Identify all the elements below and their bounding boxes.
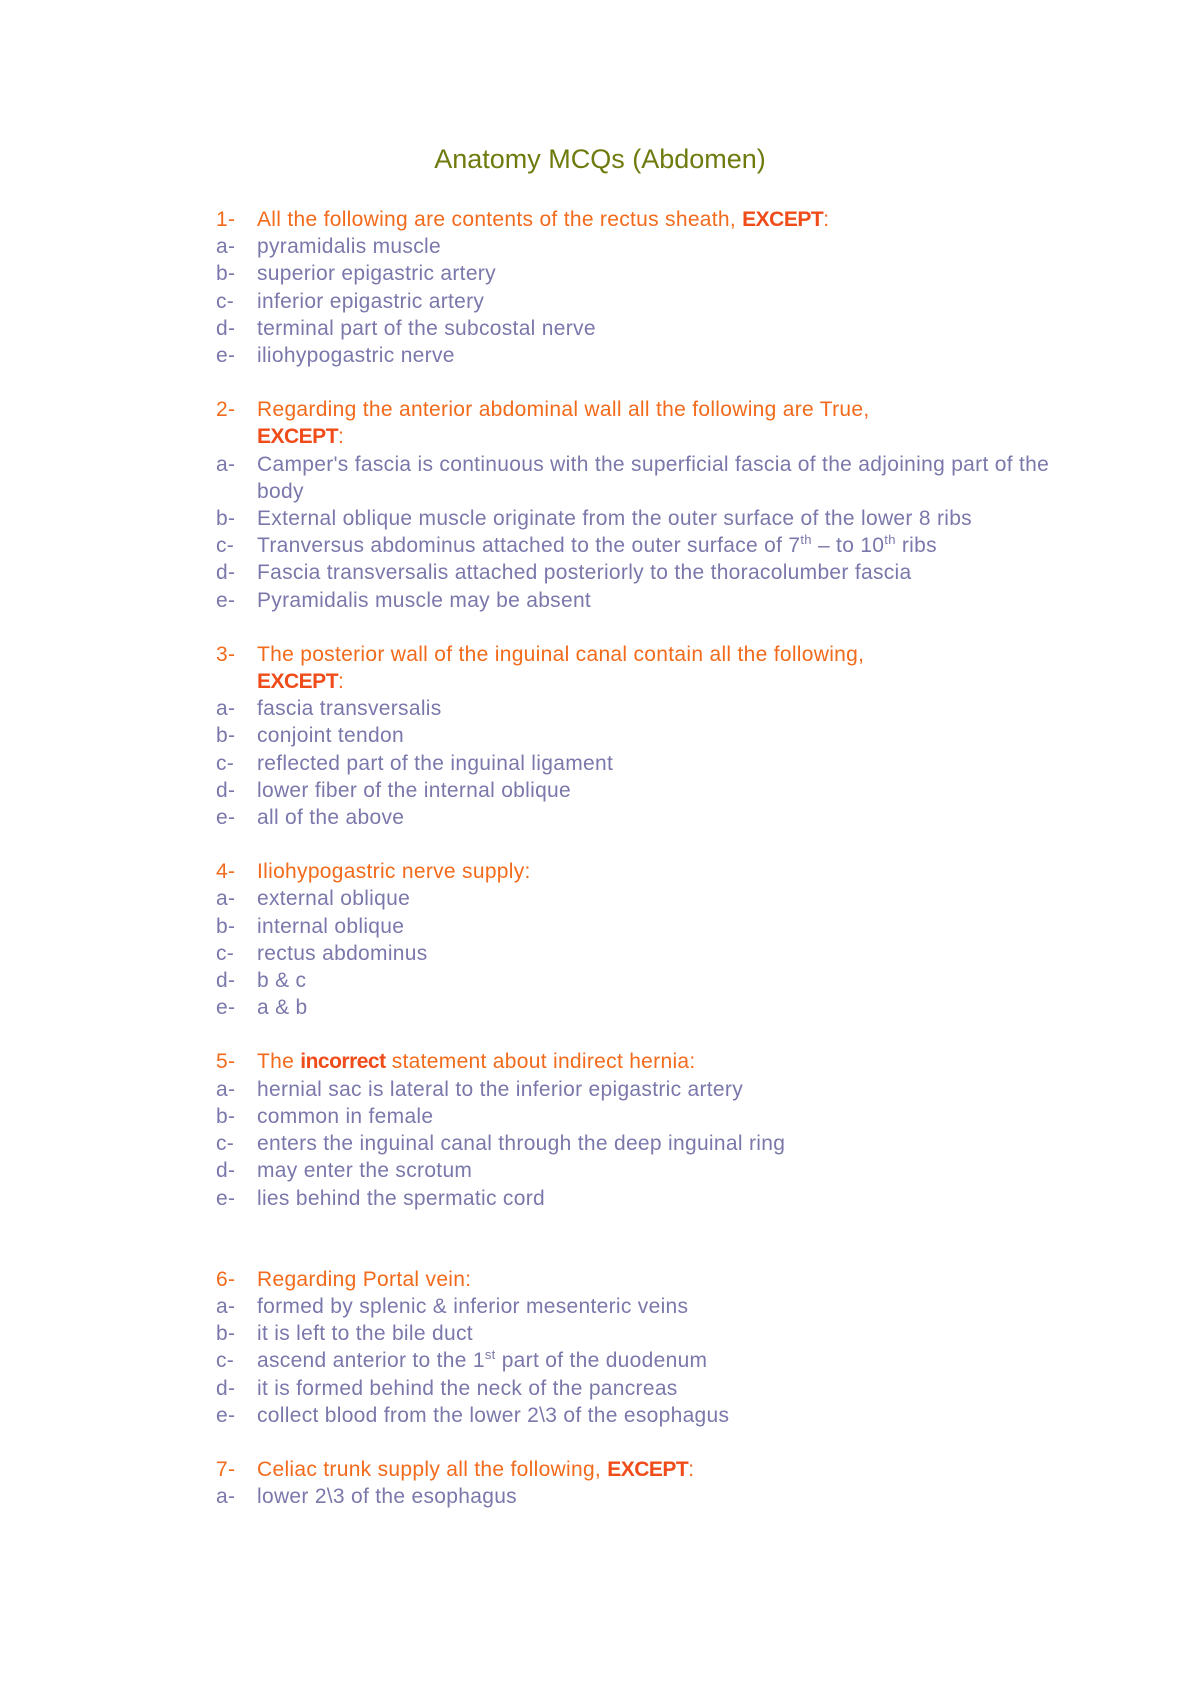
option: d- b & c [216, 969, 307, 993]
question-5 [216, 1048, 1056, 1211]
option: b- it is left to the bile duct [216, 1322, 473, 1346]
option: a- pyramidalis muscle [216, 235, 441, 259]
option: a- formed by splenic & inferior mesenteric veins [216, 1294, 689, 1318]
question-stem: 7- Celiac trunk supply all the following, EXCEPT: [216, 1456, 1056, 1483]
emphasis-text: EXCEPT [607, 1457, 689, 1481]
option: d- may enter the scrotum [216, 1159, 473, 1183]
question-7 [216, 1456, 1056, 1510]
question-3 [216, 641, 1056, 831]
question-stem: 2- Regarding the anterior abdominal wall all the following are True, EXCEPT: [216, 398, 870, 449]
option: e- lies behind the spermatic cord [216, 1186, 545, 1210]
option: b- External oblique muscle originate from the outer surface of the lower 8 ribs [216, 507, 972, 531]
option: c- ascend anterior to the 1st part of the duodenum [216, 1347, 708, 1373]
question-1 [216, 206, 1056, 369]
option: c- inferior epigastric artery [216, 289, 485, 313]
question-4 [216, 858, 1056, 1021]
option: e- iliohypogastric nerve [216, 344, 455, 368]
question-6 [216, 1266, 1056, 1429]
questions-list [216, 206, 1056, 1537]
question-number: 7- [216, 1457, 236, 1481]
option: d- it is formed behind the neck of the pancreas [216, 1376, 678, 1400]
option: e- collect blood from the lower 2\3 of the esophagus [216, 1403, 730, 1427]
option: b- conjoint tendon [216, 724, 404, 748]
option: a- hernial sac is lateral to the inferior epigastric artery [216, 1077, 744, 1101]
question-number: 2- [216, 398, 236, 422]
question-number: 6- [216, 1267, 236, 1291]
option: c- reflected part of the inguinal ligament [216, 751, 614, 775]
question-number: 1- [216, 208, 236, 231]
question-stem: 1- All the following are contents of the rectus sheath, EXCEPT: [216, 206, 1056, 233]
option: a- lower 2\3 of the esophagus [216, 1485, 517, 1509]
question-number: 3- [216, 642, 236, 666]
option: b- superior epigastric artery [216, 262, 496, 286]
option: e- Pyramidalis muscle may be absent [216, 588, 592, 612]
question-stem: 4- Iliohypogastric nerve supply: [216, 858, 1056, 885]
emphasis-text: EXCEPT [257, 670, 339, 694]
option: a- external oblique [216, 887, 411, 911]
question-stem: 6- Regarding Portal vein: [216, 1266, 1056, 1293]
emphasis-text: EXCEPT [257, 425, 339, 449]
option: c- rectus abdominus [216, 941, 428, 965]
question-2 [216, 396, 1056, 614]
option: d- Fascia transversalis attached posteriorly to the thoracolumber fascia [216, 561, 912, 585]
option: b- common in female [216, 1104, 434, 1128]
question-number: 4- [216, 860, 236, 884]
option: e- all of the above [216, 806, 405, 830]
emphasis-text: incorrect [300, 1050, 386, 1074]
option: e- a & b [216, 996, 308, 1020]
option: a- Camper's fascia is continuous with the superficial fascia of the adjoining part of the body [216, 452, 1050, 503]
emphasis-text: EXCEPT [742, 208, 824, 231]
option: a- fascia transversalis [216, 697, 442, 721]
question-number: 5- [216, 1050, 236, 1074]
option: d- terminal part of the subcostal nerve [216, 316, 596, 340]
option: d- lower fiber of the internal oblique [216, 778, 572, 802]
question-stem: 5- The incorrect statement about indirect hernia: [216, 1048, 1056, 1075]
option: c- Tranversus abdominus attached to the outer surface of 7th – to 10th ribs [216, 532, 937, 558]
option: c- enters the inguinal canal through the deep inguinal ring [216, 1132, 786, 1156]
question-stem: 3- The posterior wall of the inguinal canal contain all the following, EXCEPT: [216, 642, 865, 694]
document-title: Anatomy MCQs (Abdomen) [434, 144, 766, 174]
option: b- internal oblique [216, 914, 405, 938]
